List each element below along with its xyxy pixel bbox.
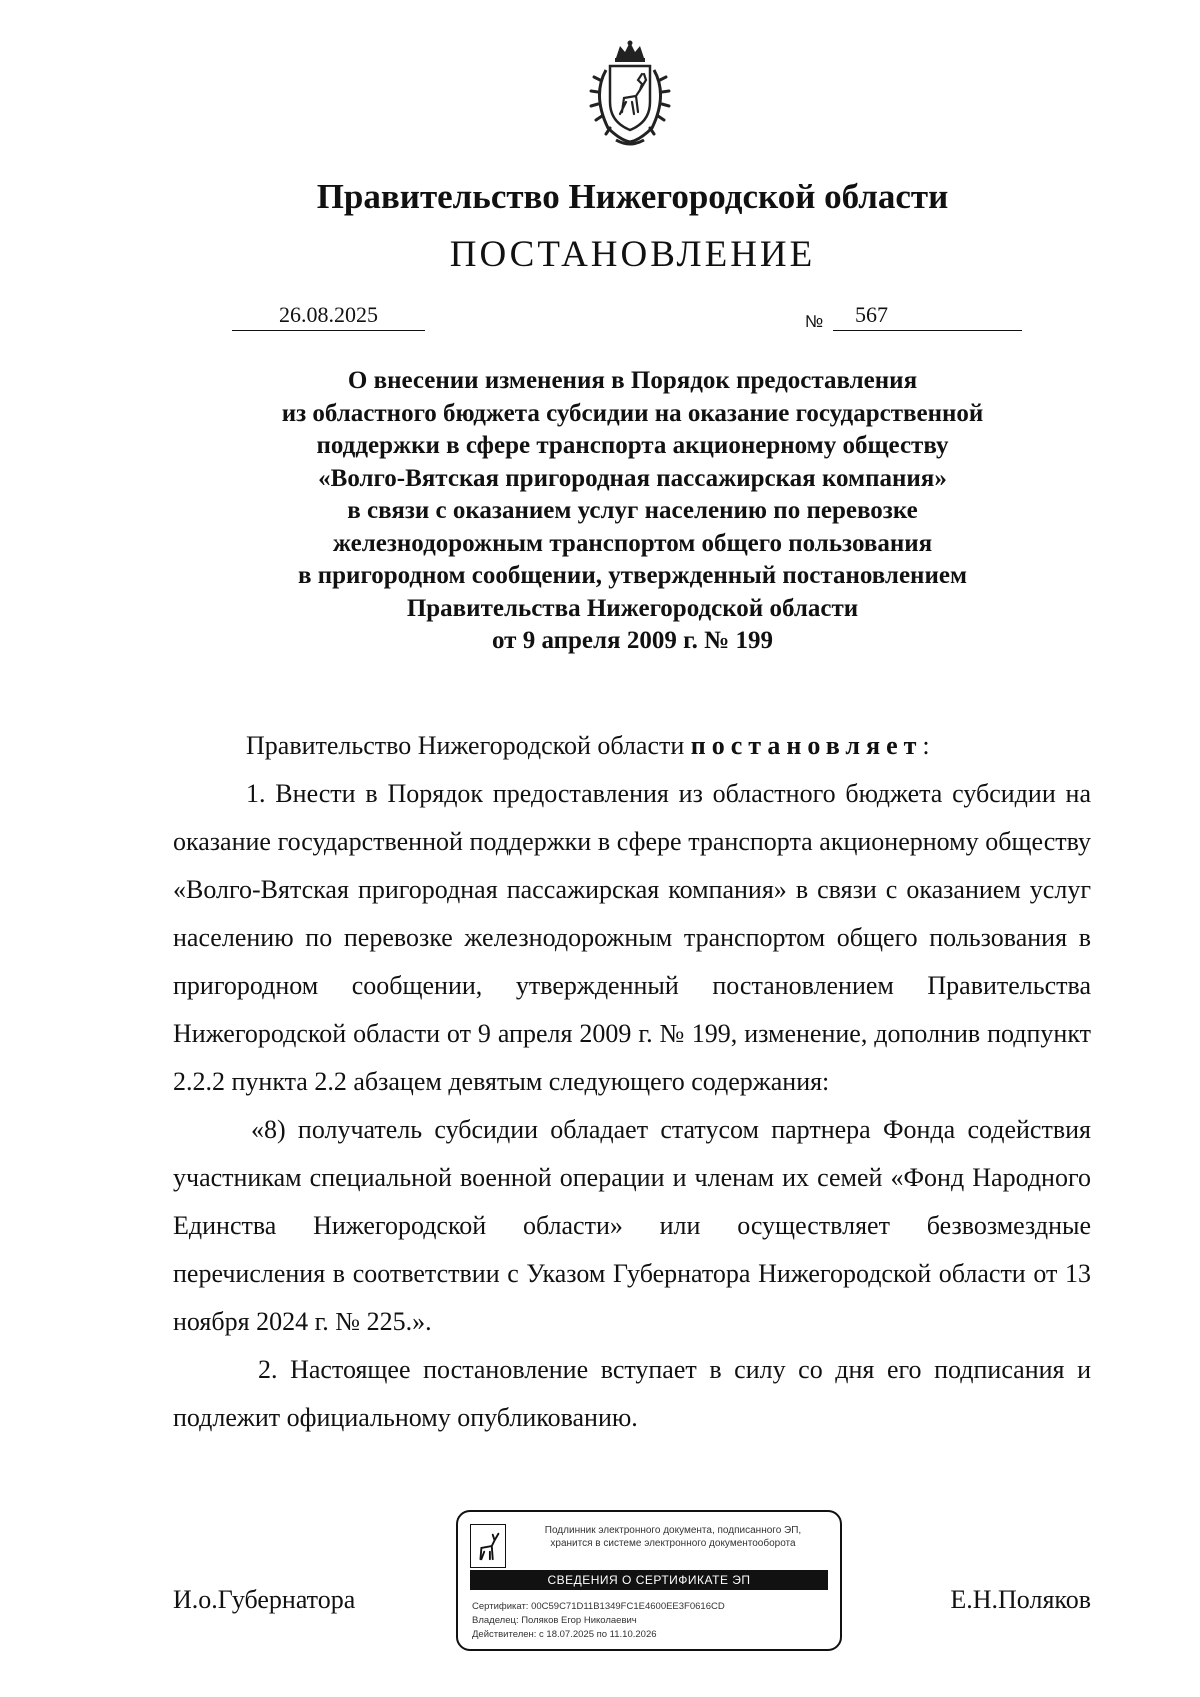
title-line: железнодорожным транспортом общего пользования <box>332 529 933 557</box>
preamble-lead: Правительство Нижегородской области <box>246 731 691 760</box>
document-number: 567 <box>855 302 888 327</box>
title-line: «Волго-Вятская пригородная пассажирская компания» <box>318 464 947 492</box>
deer-emblem-icon <box>470 1524 506 1568</box>
preamble <box>173 722 1091 770</box>
title-line: из областного бюджета субсидии на оказание государственной <box>281 399 984 427</box>
paragraph-amendment: «8) получатель субсидии обладает статусом партнера Фонда содействия участникам специальной военной операции и членам их семей «Фонд Народного Единства Нижегородской области» или осуществляет безвозмездные перечисления в соответствии с Указом Губернатора Нижегородской области от 13 ноября 2024 г. № 225.». <box>173 1115 1091 1336</box>
preamble-end: : <box>922 731 930 760</box>
stamp-note-line: Подлинник электронного документа, подписанного ЭП, <box>544 1525 802 1536</box>
title-line: Правительства Нижегородской области <box>406 594 859 622</box>
document-date: 26.08.2025 <box>232 302 425 331</box>
paragraph-1: 1. Внести в Порядок предоставления из областного бюджета субсидии на оказание государственной поддержки в сфере транспорта акционерному обществу «Волго-Вятская пригородная пассажирская компания» в связи с оказанием услуг населению по перевозке железнодорожным транспортом общего пользования в пригородном сообщении, утвержденный постановлением Правительства Нижегородской области от 9 апреля 2009 г. № 199, изменение, дополнив подпункт 2.2.2 пункта 2.2 абзацем девятым следующего содержания: <box>173 779 1091 1096</box>
nizhny-novgorod-coat-of-arms-icon <box>580 40 680 150</box>
stamp-note-line: хранится в системе электронного документооборота <box>550 1538 796 1549</box>
title-line: О внесении изменения в Порядок предоставления <box>347 367 918 394</box>
document-type: ПОСТАНОВЛЕНИЕ <box>449 234 816 275</box>
certificate-number: Сертификат: 00C59C71D11B1349FC1E4600EE3F0616CD <box>472 1601 725 1612</box>
preamble-resolves: постановляет <box>690 731 923 760</box>
title-line: в пригородном сообщении, утвержденный постановлением <box>298 562 967 589</box>
title-line: поддержки в сфере транспорта акционерному обществу <box>316 432 949 459</box>
document-title <box>200 365 1065 658</box>
number-sign: № <box>805 312 824 331</box>
certificate-info <box>472 1600 725 1642</box>
stamp-header: СВЕДЕНИЯ О СЕРТИФИКАТЕ ЭП <box>470 1570 828 1590</box>
signatory-name: Е.Н.Поляков <box>950 1585 1091 1614</box>
certificate-validity: Действителен: с 18.07.2025 по 11.10.2026 <box>472 1629 657 1640</box>
paragraph-2: 2. Настоящее постановление вступает в силу со дня его подписания и подлежит официальному опубликованию. <box>173 1355 1091 1432</box>
signatory-role: И.о.Губернатора <box>173 1585 356 1614</box>
certificate-owner: Владелец: Поляков Егор Николаевич <box>472 1615 637 1626</box>
title-line: от 9 апреля 2009 г. № 199 <box>492 627 773 654</box>
electronic-signature-stamp <box>456 1510 842 1651</box>
title-line: в связи с оказанием услуг населению по перевозке <box>347 497 918 524</box>
organization-name: Правительство Нижегородской области <box>316 177 949 216</box>
document-number-field <box>833 302 1022 331</box>
stamp-note <box>518 1524 828 1550</box>
document-body <box>173 722 1091 1442</box>
